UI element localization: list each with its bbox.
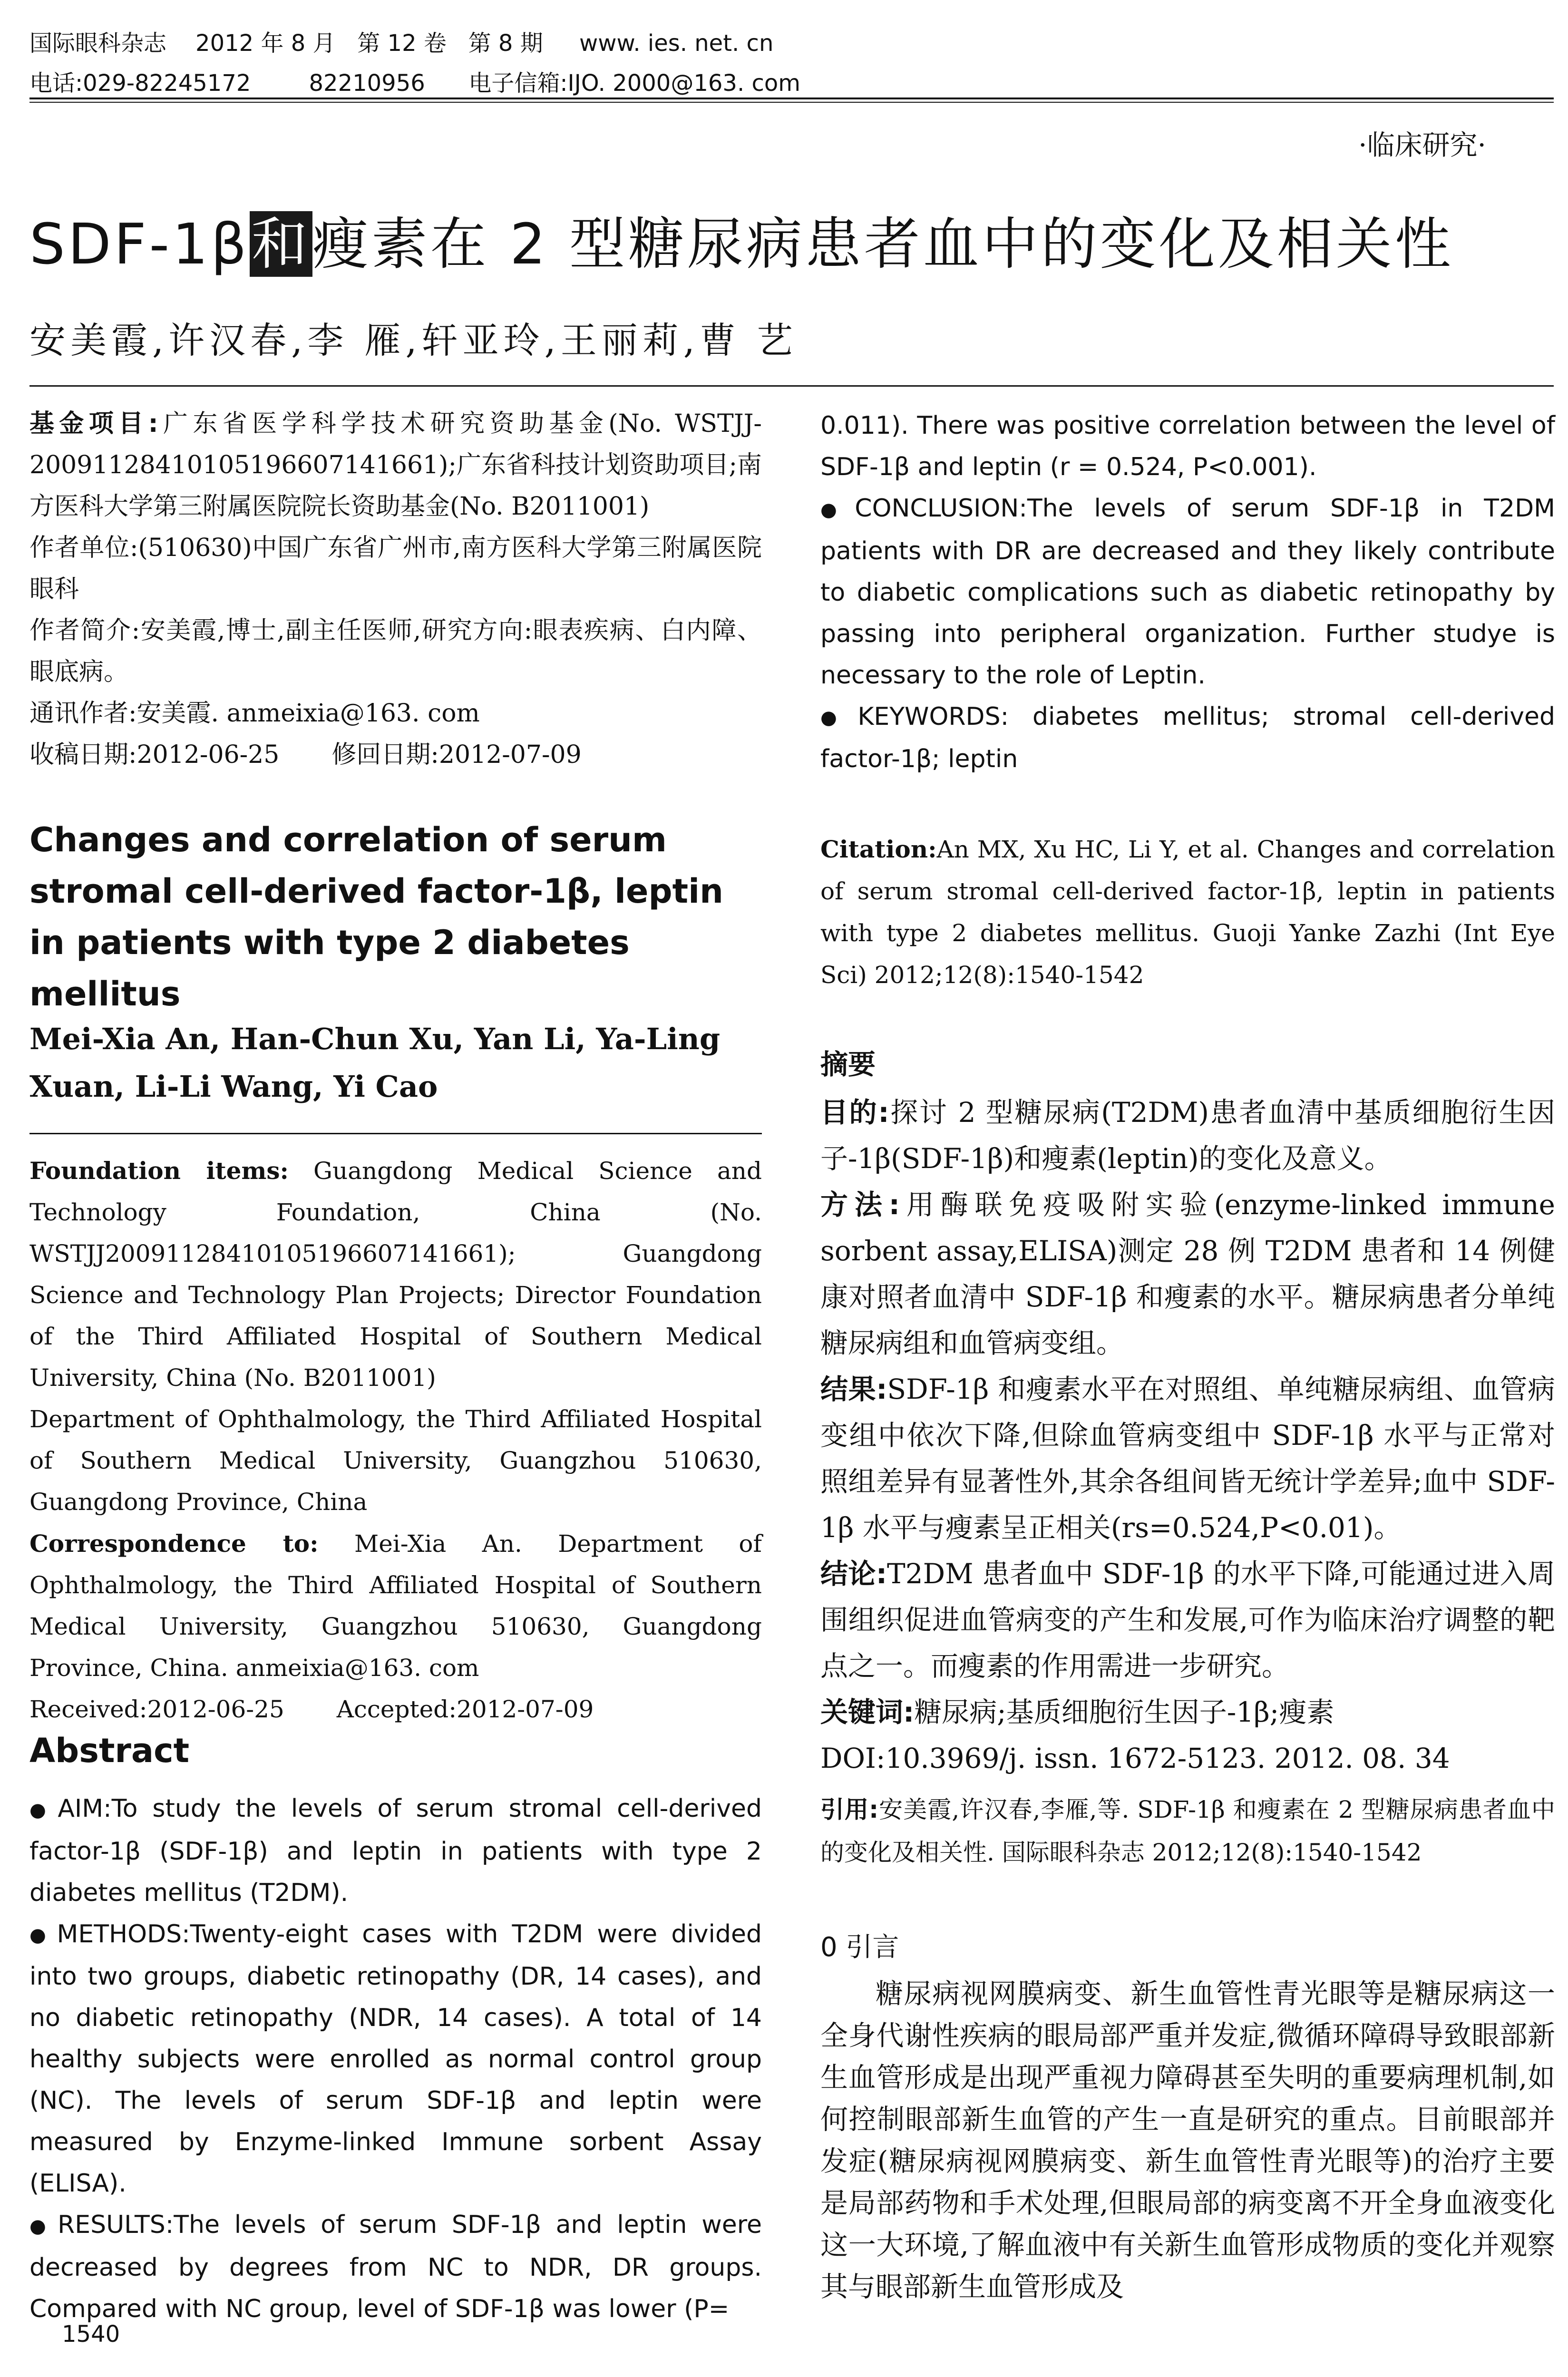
abstract-methods: ● METHODS:Twenty-eight cases with T2DM were divided into two groups, diabetic retinopathy (DR, 14 cases), and no diabetic retinopathy (NDR, 14 cases). A total of 14 healthy subjects were enrolled as normal control group (NC). The levels of serum SDF-1β and leptin were measured by Enzyme-linked Immune sorbent Assay (ELISA). (29, 1919, 762, 2198)
page-number: 1540 (62, 2321, 120, 2348)
header-rule-thin (29, 102, 1554, 103)
english-authors: Mei-Xia An, Han-Chun Xu, Yan Li, Ya-Ling Xuan, Li-Li Wang, Yi Cao (29, 1022, 721, 1104)
citation-text: An MX, Xu HC, Li Y, et al. Changes and correlation of serum stromal cell-derived factor-1β, leptin in patients with type 2 diabetes mellitus. Guoji Yanke Zazhi (Int Eye Sci) 2012;12(8):1540-1542 (820, 836, 1555, 989)
zh-abstract-heading: 摘要 (820, 1048, 876, 1081)
title-part2: 瘦素在 2 型糖尿病患者血中的变化及相关性 (312, 211, 1454, 277)
foundation-items: Foundation items: Guangdong Medical Science and Technology Foundation, China (No. WSTJJ20091128410105196607141661); Guangdong Science and Technology Plan Projects; Director Foundation of the Third Affiliated Hospital of Southern Medical University, China (No. B2011001) (29, 1157, 762, 1392)
title-highlight: 和 (250, 211, 312, 277)
journal-header-line1: 国际眼科杂志 2012 年 8 月 第 12 卷 第 8 期 www. ies. net. cn (29, 30, 774, 57)
fund-zh: 基金项目:广东省医学科学技术研究资助基金(No. WSTJJ-20091128410105196607141661);广东省科技计划资助项目;南方医科大学第三附属医院院长资助基金(No. B2011001) (29, 409, 762, 521)
abstract-results: ● RESULTS:The levels of serum SDF-1β and leptin were decreased by degrees from NC to NDR, DR groups. Compared with NC group, level of SDF-1β was lower (P= (29, 2211, 762, 2323)
zh-method: 方法:用酶联免疫吸附实验(enzyme-linked immune sorbent assay,ELISA)测定 28 例 T2DM 患者和 14 例健康对照者血清中 SDF-1β 和瘦素的水平。糖尿病患者分单纯糖尿病组和血管病变组。 (820, 1188, 1555, 1359)
abstract-aim: ● AIM:To study the levels of serum stromal cell-derived factor-1β (SDF-1β) and leptin in patients with type 2 diabetes mellitus (T2DM). (29, 1794, 762, 1907)
intro-paragraph: 糖尿病视网膜病变、新生血管性青光眼等是糖尿病这一全身代谢性疾病的眼局部严重并发症,微循环障碍导致眼部新生血管形成是出现严重视力障碍甚至失明的重要病理机制,如何控制眼部新生血管的产生一直是研究的重点。目前眼部并发症(糖尿病视网膜病变、新生血管性青光眼等)的治疗主要是局部药物和手术处理,但眼局部的病变离不开全身血液变化这一大环境,了解血液中有关新生血管形成物质的变化并观察其与眼部新生血管形成及 (820, 1978, 1555, 2303)
header-rule (29, 97, 1554, 99)
section-tag: ·临床研究· (1358, 129, 1486, 161)
article-title (29, 199, 1454, 280)
zh-result: 结果:SDF-1β 和瘦素水平在对照组、单纯糖尿病组、血管病变组中依次下降,但除血管病变组中 SDF-1β 水平与正常对照组差异有显著性外,其余各组间皆无统计学差异;血中 SDF-1β 水平与瘦素呈正相关(rs=0.524,P<0.01)。 (820, 1373, 1555, 1544)
title-rule (29, 385, 1554, 387)
abstract-keywords: ● KEYWORDS: diabetes mellitus; stromal cell-derived factor-1β; leptin (820, 702, 1555, 773)
bio-zh: 作者简介:安美霞,博士,副主任医师,研究方向:眼表疾病、白内障、眼底病。 (29, 616, 762, 686)
authors-rule (29, 1133, 762, 1134)
corr-zh: 通讯作者:安美霞. anmeixia@163. com (29, 699, 480, 728)
citation-key: Citation: (820, 835, 937, 863)
journal-header-line2: 电话:029-82245172 82210956 电子信箱:IJO. 2000@163. com (29, 70, 800, 97)
zh-abstract (820, 1042, 1555, 1782)
zh-doi: DOI:10.3969/j. issn. 1672-5123. 2012. 08. 34 (820, 1742, 1450, 1774)
title-part1: SDF-1β (29, 211, 250, 277)
received-accepted: Received:2012-06-25 Accepted:2012-07-09 (29, 1695, 594, 1723)
citation-en (820, 828, 1555, 996)
dates-zh: 收稿日期:2012-06-25 修回日期:2012-07-09 (29, 740, 582, 769)
abstract-heading: Abstract (29, 1731, 190, 1770)
abstract-right (820, 405, 1555, 780)
correspondence: Correspondence to: Mei-Xia An. Department of Ophthalmology, the Third Affiliated Hospital of Southern Medical University, Guangzhou 510630, Guangdong Province, China. anmeixia@163. com (29, 1529, 762, 1682)
abstract-results-cont: 0.011). There was positive correlation between the level of SDF-1β and leptin (r = 0.524, P<0.001). (820, 411, 1555, 481)
unit-zh: 作者单位:(510630)中国广东省广州市,南方医科大学第三附属医院眼科 (29, 534, 762, 604)
zh-objective: 目的:探讨 2 型糖尿病(T2DM)患者血清中基质细胞衍生因子-1β(SDF-1β)和瘦素(leptin)的变化及意义。 (820, 1096, 1555, 1175)
english-title: Changes and correlation of serum stromal cell-derived factor-1β, leptin in patients with type 2 diabetes mellitus (29, 820, 723, 1013)
intro-heading: 0 引言 (820, 1932, 899, 1963)
abstract-conclusion: ● CONCLUSION:The levels of serum SDF-1β in T2DM patients with DR are decreased and they likely contribute to diabetic complications such as diabetic retinopathy by passing into peripheral organization. Further studye is necessary to the role of Leptin. (820, 494, 1555, 690)
foundation-block (29, 1150, 762, 1730)
abstract-left (29, 1788, 762, 2330)
zh-conclusion: 结论:T2DM 患者血中 SDF-1β 的水平下降,可能通过进入周围组织促进血管病变的产生和发展,可作为临床治疗调整的靶点之一。而瘦素的作用需进一步研究。 (820, 1558, 1555, 1682)
zh-keywords: 关键词:糖尿病;基质细胞衍生因子-1β;瘦素 (820, 1696, 1334, 1728)
citation-zh: 引用:安美霞,许汉春,李雁,等. SDF-1β 和瘦素在 2 型糖尿病患者血中的变化及相关性. 国际眼科杂志 2012;12(8):1540-1542 (820, 1796, 1555, 1866)
authors-zh: 安美霞,许汉春,李 雁,轩亚玲,王丽莉,曹 艺 (29, 319, 798, 361)
meta-block (29, 403, 762, 776)
department: Department of Ophthalmology, the Third Affiliated Hospital of Southern Medical University, Guangzhou 510630, Guangdong Province, China (29, 1405, 762, 1516)
intro-body (820, 1973, 1555, 2308)
